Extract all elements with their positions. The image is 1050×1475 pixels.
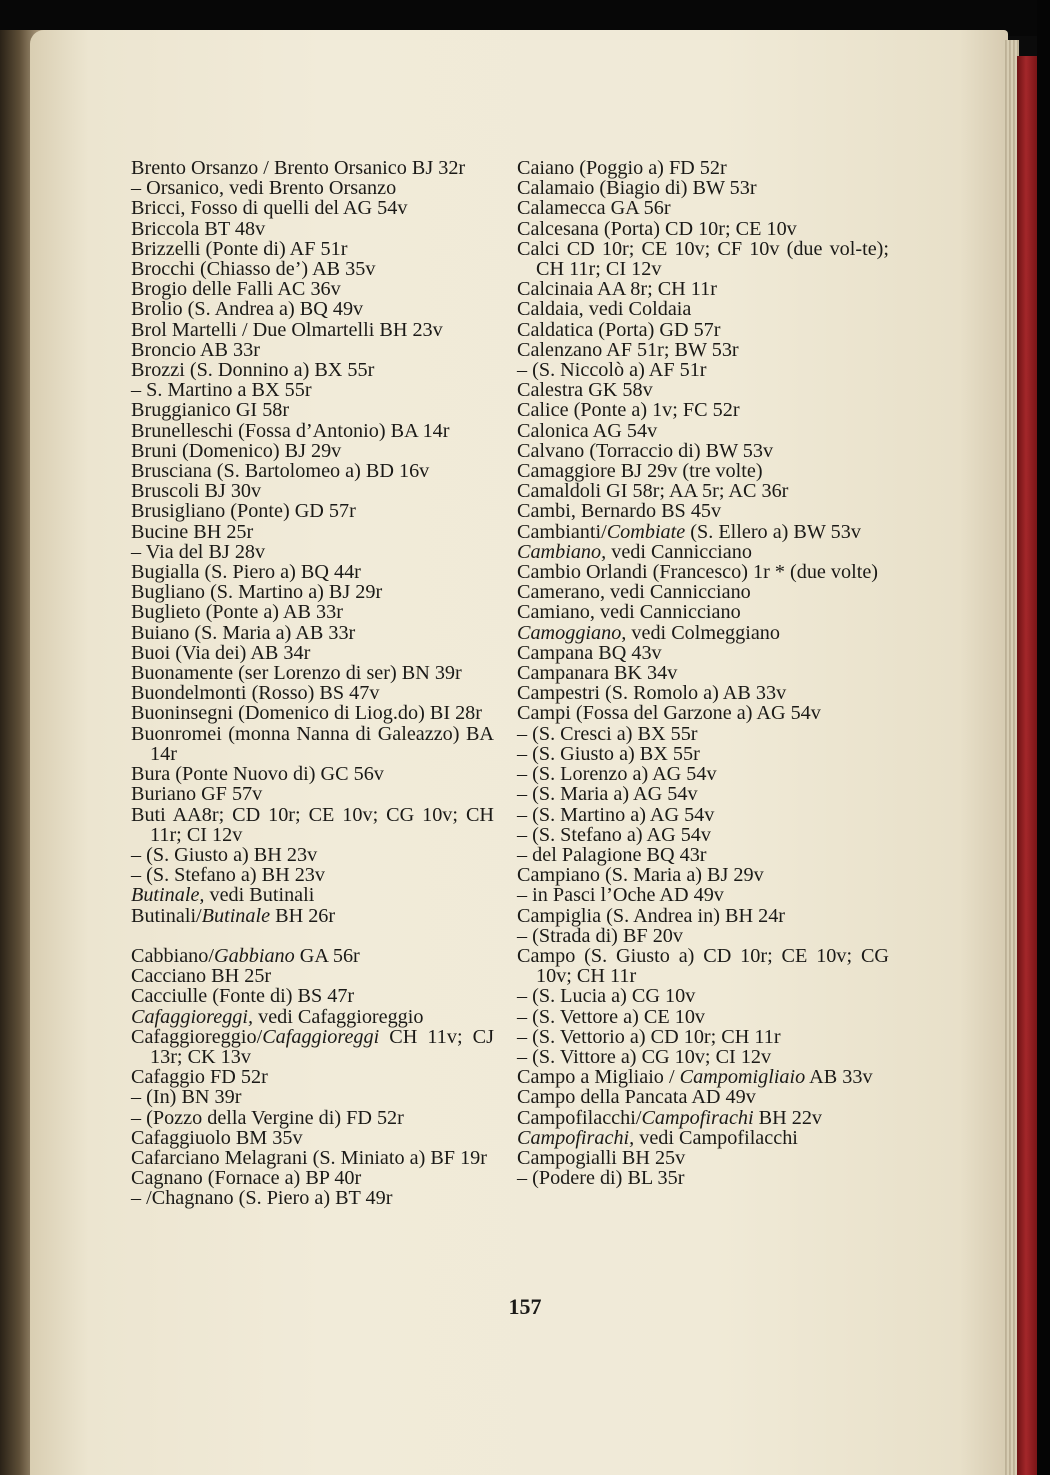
index-entry [517,1087,889,1107]
index-entry [131,360,494,380]
index-entry-text: Buiano (S. Maria a) AB 33r [131,621,356,644]
index-entry-text: – (S. Stefano a) AG 54v [517,823,711,846]
index-entry [517,340,889,360]
index-entry-text: Bura (Ponte Nuovo di) GC 56v [131,763,384,786]
index-entry [517,299,889,319]
index-entry-text: – (In) BN 39r [131,1086,242,1109]
index-entry-text: Brozzi (S. Donnino a) BX 55r [131,359,375,382]
index-entry-text: – (S. Lucia a) CG 10v [517,985,696,1008]
scan-right-border [1037,0,1050,1475]
index-entry [131,643,494,663]
index-entry-text: Campanara BK 34v [517,662,678,685]
index-entry [517,1067,889,1087]
index-entry-text: – Via del BJ 28v [131,540,266,563]
index-entry-text: Bugliano (S. Martino a) BJ 29r [131,581,383,604]
index-entry-text: Brento Orsanzo / Brento Orsanico BJ 32r [131,157,466,179]
index-entry-text: Calamaio (Biagio di) BW 53r [517,177,757,200]
index-entry-italic-text: Combiate [606,520,686,543]
index-entry [131,1168,494,1188]
index-entry-text: – (S. Niccolò a) AF 51r [517,359,707,382]
index-entry [517,784,889,804]
index-entry-text: Bricci, Fosso di quelli del AG 54v [131,197,408,220]
index-entry [131,602,494,622]
index-entry-text: Bruggianico GI 58r [131,399,290,422]
index-entry [131,582,494,602]
index-entry-text: – (S. Stefano a) BH 23v [131,864,325,887]
index-entry [131,340,494,360]
index-entry-text: vedi Cannicciano [606,540,752,563]
index-entry [131,966,494,986]
index-entry [131,259,494,279]
index-entry [131,522,494,542]
index-entry-text: Buoninsegni (Domenico di Liog.do) BI 28r [131,702,482,725]
index-entry-text: BH 26r [270,904,336,927]
index-entry [517,481,889,501]
index-entry [131,198,494,218]
index-entry-italic-text: Campomigliaio [679,1066,806,1089]
index-entry-text: Campestri (S. Romolo a) AB 33v [517,682,787,705]
index-entry-text: Calvano (Torraccio di) BW 53v [517,439,774,462]
index-entry [517,1128,889,1148]
index-entry [517,805,889,825]
index-entry [517,602,889,622]
index-entry [517,906,889,926]
index-entry [131,320,494,340]
index-entry-text: (S. Ellero a) BW 53v [685,520,861,543]
index-entry-text: Cafarciano Melagrani (S. Miniato a) BF 19r [131,1146,487,1169]
index-entry-text: Buglieto (Ponte a) AB 33r [131,601,343,624]
index-entry [517,724,889,744]
index-entry [517,582,889,602]
index-entry [131,279,494,299]
page-number: 157 [508,1294,542,1319]
index-entry-text: Brunelleschi (Fossa d’Antonio) BA 14r [131,419,450,442]
index-entry-text: Campiglia (S. Andrea in) BH 24r [517,904,786,927]
index-column-right [517,158,889,1188]
index-entry-text: Calcinaia AA 8r; CH 11r [517,278,717,301]
index-entry-text: Cambi, Bernardo BS 45v [517,500,722,523]
index-entry-text: Cafaggio FD 52r [131,1066,268,1089]
index-entry [517,522,889,542]
index-entry-italic-text: Campofirachi, [517,1126,635,1149]
index-entry-text: Calestra GK 58v [517,379,653,402]
index-entry [517,158,889,178]
index-entry [517,542,889,562]
index-entry-text: vedi Colmeggiano [626,621,780,644]
index-entry-italic-text: Campofirachi [641,1106,754,1129]
index-entry [131,562,494,582]
index-entry-text: Calonica AG 54v [517,419,658,442]
index-entry-text: Campo a Migliaio / [517,1066,680,1089]
index-entry [517,239,889,279]
index-entry-italic-text: Butinale [201,904,271,927]
index-entry-italic-text: Cafaggioreggi, [131,1005,254,1028]
index-entry [131,683,494,703]
index-entry-italic-text: Cambiano, [517,540,607,563]
index-entry [131,663,494,683]
index-entry [131,299,494,319]
index-entry-text: Cacciulle (Fonte di) BS 47r [131,985,355,1008]
index-entry [131,400,494,420]
index-entry-text: – (S. Cresci a) BX 55r [517,722,698,745]
index-entry [131,986,494,1006]
index-entry-text: – Orsanico, vedi Brento Orsanzo [131,177,397,200]
index-entry [517,744,889,764]
index-entry-text: – (Podere di) BL 35r [517,1167,685,1190]
index-entry [517,380,889,400]
index-entry [517,219,889,239]
index-entry-text: Campo (S. Giusto a) CD 10r; CE 10v; CG 10v; CH 11r [517,944,889,988]
index-entry-text: Cagnano (Fornace a) BP 40r [131,1167,362,1190]
index-entry-text: Brizzelli (Ponte di) AF 51r [131,237,348,260]
index-entry-text: Cambianti/ [517,520,607,543]
index-entry [517,279,889,299]
index-entry-italic-text: Camoggiano, [517,621,627,644]
index-entry-text: – (S. Vittore a) CG 10v; CI 12v [517,1045,772,1068]
index-entry [517,764,889,784]
index-entry-text: – (Pozzo della Vergine di) FD 52r [131,1106,404,1129]
index-entry-text: BH 22v [753,1106,823,1129]
index-entry-text: Campi (Fossa del Garzone a) AG 54v [517,702,821,725]
index-entry [517,400,889,420]
index-entry-text: Camaggiore BJ 29v (tre volte) [517,460,763,483]
index-entry [131,1188,494,1208]
index-entry-text: Brogio delle Falli AC 36v [131,278,341,301]
index-entry-text: Caldaia, vedi Coldaia [517,298,692,321]
index-entry-text: Calcesana (Porta) CD 10r; CE 10v [517,217,797,240]
index-entry-text: Bruni (Domenico) BJ 29v [131,439,342,462]
index-entry-text: – in Pasci l’Oche AD 49v [517,884,724,907]
index-entry-text: – (S. Maria a) AG 54v [517,783,698,806]
index-entry-text: Brol Martelli / Due Olmartelli BH 23v [131,318,443,341]
index-entry [517,663,889,683]
index-entry [517,178,889,198]
index-entry-text: Camerano, vedi Cannicciano [517,581,751,604]
index-entry [131,784,494,804]
index-entry [517,461,889,481]
index-entry [131,946,494,966]
index-entry-text: Calci CD 10r; CE 10v; CF 10v (due vol-te); CH 11r; CI 12v [517,237,889,281]
index-entry [131,764,494,784]
index-entry [131,380,494,400]
index-entry-text: – del Palagione BQ 43r [517,843,707,866]
index-entry [131,845,494,865]
index-entry-text: Bugialla (S. Piero a) BQ 44r [131,561,361,584]
index-entry [517,926,889,946]
index-entry-text: – (S. Vettore a) CE 10v [517,1005,706,1028]
index-entry [517,865,889,885]
index-entry [131,1027,494,1067]
index-entry [517,986,889,1006]
index-entry [131,178,494,198]
index-entry [517,1168,889,1188]
index-entry-text: Brusigliano (Ponte) GD 57r [131,500,356,523]
index-entry-text: – (S. Lorenzo a) AG 54v [517,763,717,786]
index-entry-text: Bucine BH 25r [131,520,254,543]
index-entry-text: Bruscoli BJ 30v [131,480,262,503]
index-entry [131,1148,494,1168]
index-entry-text: Calice (Ponte a) 1v; FC 52r [517,399,740,422]
index-entry-text: Cafaggioreggio/ [131,1025,263,1048]
index-entry [131,542,494,562]
index-entry-text: Caldatica (Porta) GD 57r [517,318,721,341]
index-entry-text: Brocchi (Chiasso de’) AB 35v [131,258,376,281]
index-entry [517,421,889,441]
index-entry [517,562,889,582]
index-entry-text: Buoi (Via dei) AB 34r [131,641,311,664]
index-entry-text: Camiano, vedi Cannicciano [517,601,741,624]
index-entry [517,683,889,703]
index-entry-text: Butinali/ [131,904,202,927]
index-entry [131,724,494,764]
index-entry [131,885,494,905]
index-entry-text: vedi Butinali [204,884,315,907]
index-entry-text: – (S. Vettorio a) CD 10r; CH 11r [517,1025,781,1048]
index-entry-text: Cambio Orlandi (Francesco) 1r * (due volte) [517,561,879,584]
index-entry-italic-text: Gabbiano [213,944,295,967]
index-entry-text: Camaldoli GI 58r; AA 5r; AC 36r [517,480,789,503]
index-entry-text: Campiano (S. Maria a) BJ 29v [517,864,764,887]
index-entry [517,360,889,380]
index-entry-text: AB 33v [805,1066,873,1089]
index-entry-text: – (S. Martino a) AG 54v [517,803,715,826]
index-entry [131,501,494,521]
index-entry-text: vedi Campofilacchi [634,1126,798,1149]
index-entry-text: Cacciano BH 25r [131,965,272,988]
index-entry-text: Briccola BT 48v [131,217,266,240]
index-entry [517,1047,889,1067]
index-entry [517,441,889,461]
index-entry [131,219,494,239]
index-entry-text: – (S. Giusto a) BH 23v [131,843,318,866]
index-entry [517,946,889,986]
index-entry-text: – (S. Giusto a) BX 55r [517,742,700,765]
index-entry-italic-text: Cafaggioreggi [262,1025,380,1048]
index-entry [517,501,889,521]
index-entry-text: – S. Martino a BX 55r [131,379,312,402]
index-entry-text: Brolio (S. Andrea a) BQ 49v [131,298,364,321]
index-entry [131,481,494,501]
index-entry-text: Broncio AB 33r [131,338,260,361]
index-entry [131,805,494,845]
index-entry [131,1007,494,1027]
index-entry-text: CH 11v; CJ 13r; CK 13v [150,1025,494,1068]
index-entry-text: – /Chagnano (S. Piero a) BT 49r [131,1187,393,1210]
index-entry-text: Buonromei (monna Nanna di Galeazzo) BA 14r [131,722,494,765]
index-entry [131,1128,494,1148]
index-entry [131,158,494,178]
index-entry-text: Buti AA8r; CD 10r; CE 10v; CG 10v; CH 11r; CI 12v [131,803,494,846]
index-entry [517,825,889,845]
index-entry [131,1108,494,1128]
index-entry-text: Campana BQ 43v [517,641,662,664]
index-entry [131,623,494,643]
index-entry [131,906,494,926]
index-entry-italic-text: Butinale, [131,884,205,907]
index-entry [131,461,494,481]
index-entry-text: Campofilacchi/ [517,1106,642,1129]
red-book-cover-edge [1017,56,1037,1475]
index-entry-text: – (Strada di) BF 20v [517,924,683,947]
index-entry-text: Calenzano AF 51r; BW 53r [517,338,739,361]
index-entry-text: Calamecca GA 56r [517,197,671,220]
index-entry [517,845,889,865]
index-entry [131,239,494,259]
index-entry [517,320,889,340]
index-entry-text: Campo della Pancata AD 49v [517,1086,756,1109]
index-entry [517,198,889,218]
index-entry [517,1007,889,1027]
index-entry-text: Buriano GF 57v [131,783,263,806]
index-entry-text: GA 56r [294,944,360,967]
index-entry [517,623,889,643]
index-entry [131,441,494,461]
index-entry [517,703,889,723]
index-entry-text: Cafaggiuolo BM 35v [131,1126,303,1149]
index-entry-text: Brusciana (S. Bartolomeo a) BD 16v [131,460,430,483]
index-entry [517,1027,889,1047]
index-column-left [131,158,494,1209]
index-entry-text: Buondelmonti (Rosso) BS 47v [131,682,380,705]
index-entry-text: Buonamente (ser Lorenzo di ser) BN 39r [131,662,462,685]
index-entry [517,1148,889,1168]
index-entry-text: Caiano (Poggio a) FD 52r [517,157,727,179]
index-entry [517,885,889,905]
index-entry-text: Campogialli BH 25v [517,1146,686,1169]
index-entry [131,421,494,441]
index-entry [131,1067,494,1087]
index-entry-text: vedi Cafaggioreggio [253,1005,424,1028]
index-entry [517,1108,889,1128]
index-entry [517,643,889,663]
index-entry [131,865,494,885]
index-entry-text: Cabbiano/ [131,944,214,967]
index-entry [131,1087,494,1107]
index-entry [131,703,494,723]
